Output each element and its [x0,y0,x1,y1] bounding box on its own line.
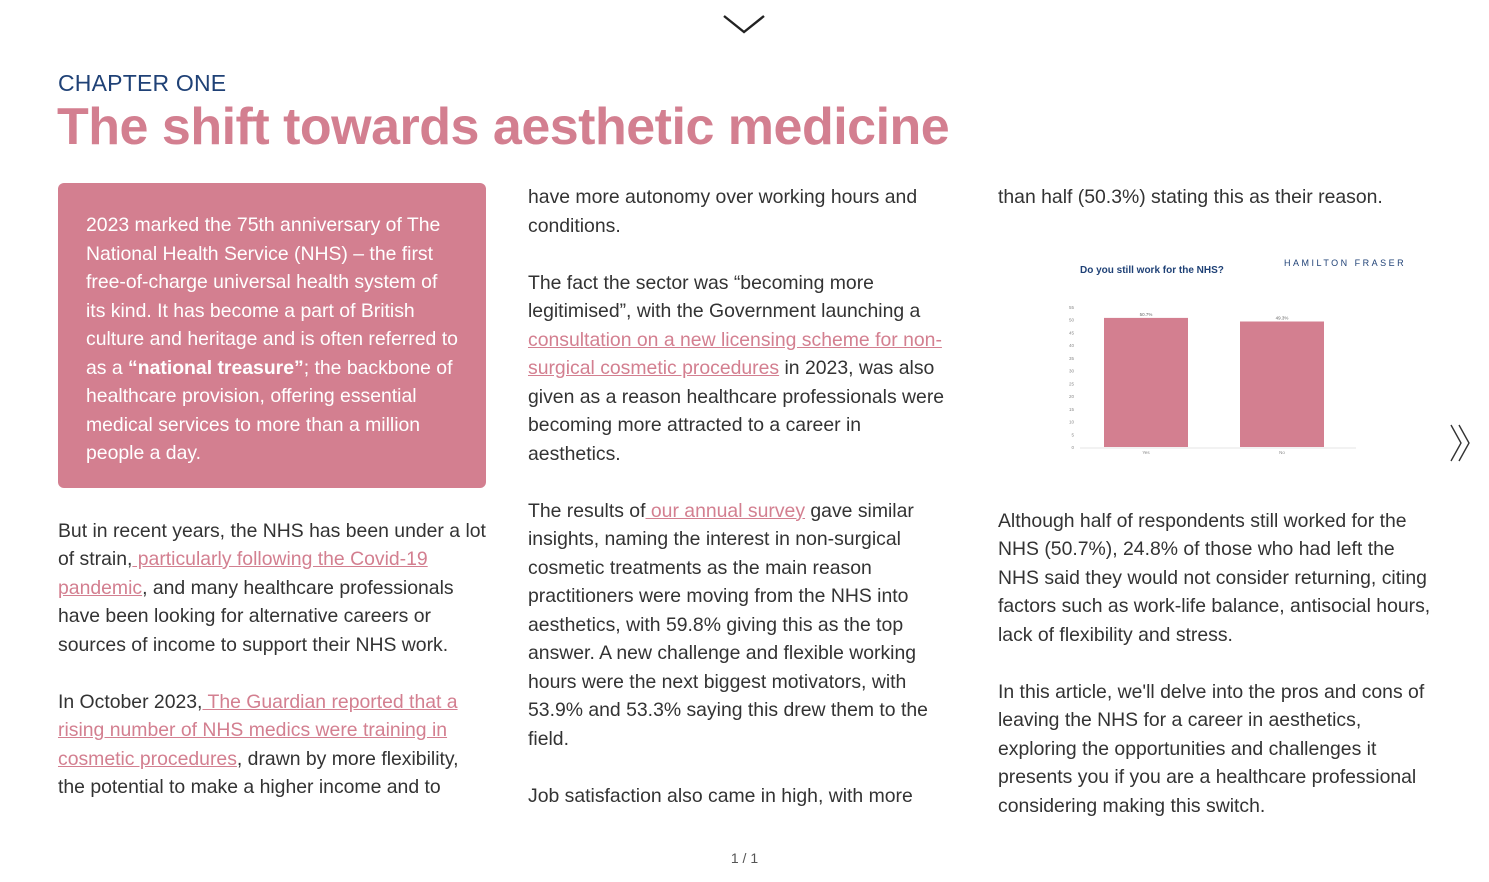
column-1 [58,183,486,830]
y-tick-label: 10 [1068,419,1074,424]
page-indicator: 1 / 1 [730,850,759,866]
paragraph: Job satisfaction also came in high, with more [528,784,913,807]
bar-no [1240,321,1324,447]
consultation-link[interactable]: consultation on a new licensing scheme for non-surgical cosmetic procedures [528,328,942,379]
y-tick-label: 0 [1071,444,1074,450]
bar-data-label: 49.3% [1275,315,1289,320]
y-tick-label: 50 [1068,317,1074,323]
page-title: The shift towards aesthetic medicine [57,98,950,156]
y-tick-label: 25 [1068,380,1074,386]
paragraph [528,497,958,754]
paragraph: In this article, we'll delve into the pros and cons of leaving the NHS for a career in aesthetics, exploring the opportunities and challenges it presents you if you are a healthcare professional considering making this switch. [998,680,1425,817]
chevron-right-double-icon[interactable] [1447,422,1477,464]
chart-brand: HAMILTON FRASER [1284,257,1407,268]
x-tick-label: No [1279,449,1285,455]
callout-text-2: ; the backbone of healthcare provision, offering essential medical services to more than a million people a day. [86,356,453,464]
text: But in recent years, the NHS has been under a lot of strain, [58,519,486,570]
paragraph [58,688,486,802]
paragraph [528,269,958,469]
chevron-down-icon[interactable] [722,12,766,38]
text: The fact the sector was “becoming more legitimised”, with the Government launching a [528,271,921,322]
paragraph: than half (50.3%) stating this as their reason. [998,186,1383,208]
guardian-link[interactable]: The Guardian reported that a rising number of NHS medics were training in cosmetic procedures [58,690,458,770]
chapter-label: CHAPTER ONE [58,70,227,96]
bar-yes [1104,317,1188,446]
covid-link[interactable]: particularly following the Covid-19 pandemic [58,548,428,599]
y-tick-label: 5 [1071,431,1074,437]
y-tick-label: 45 [1068,330,1074,335]
column-3 [998,183,1438,849]
callout-bold: “national treasure” [128,356,304,379]
nhs-chart [1066,232,1407,462]
bar-data-label: 50.7% [1139,311,1153,317]
chart-title: Do you still work for the NHS? [1080,264,1224,276]
intro-callout [58,183,486,488]
text: in 2023, was also given as a reason healthcare professionals were becoming more attracted to a career in aesthetics. [528,357,945,465]
text: In October 2023, [58,690,203,713]
paragraph: Although half of respondents still worked for the NHS (50.7%), 24.8% of those who had left the NHS said they would not consider returning, citing factors such as work-life balance, antisocial hours, lack of flexibility and stress. [998,509,1431,646]
annual-survey-link[interactable]: our annual survey [645,499,806,522]
y-tick-label: 55 [1068,304,1074,310]
column-2 [528,183,958,839]
text: , and many healthcare professionals have been looking for alternative careers or sources of income to support their NHS work. [58,576,454,656]
x-tick-label: Yes [1142,449,1150,455]
y-tick-label: 15 [1068,406,1074,412]
y-tick-label: 35 [1068,355,1074,361]
y-tick-label: 20 [1068,393,1074,399]
chart-svg [1066,232,1407,462]
text: gave similar insights, naming the interest in non-surgical cosmetic treatments as the main reason practitioners were moving from the NHS into aesthetics, with 59.8% giving this as the top answer. A new challenge and flexible working hours were the next biggest motivators, with 53.9% and 53.3% saying this drew them to the field. [528,499,928,750]
callout-text-1: 2023 marked the 75th anniversary of The National Health Service (NHS) – the first free-of-charge universal health system of its kind. It has become a part of British culture and heritage and is often referred to as a [86,214,458,379]
y-tick-label: 40 [1068,342,1074,348]
text: The results of [528,499,646,522]
y-tick-label: 30 [1068,368,1074,374]
paragraph [58,517,486,660]
paragraph: have more autonomy over working hours and conditions. [528,186,918,237]
text: , drawn by more flexibility, the potential to make a higher income and to [58,747,459,798]
